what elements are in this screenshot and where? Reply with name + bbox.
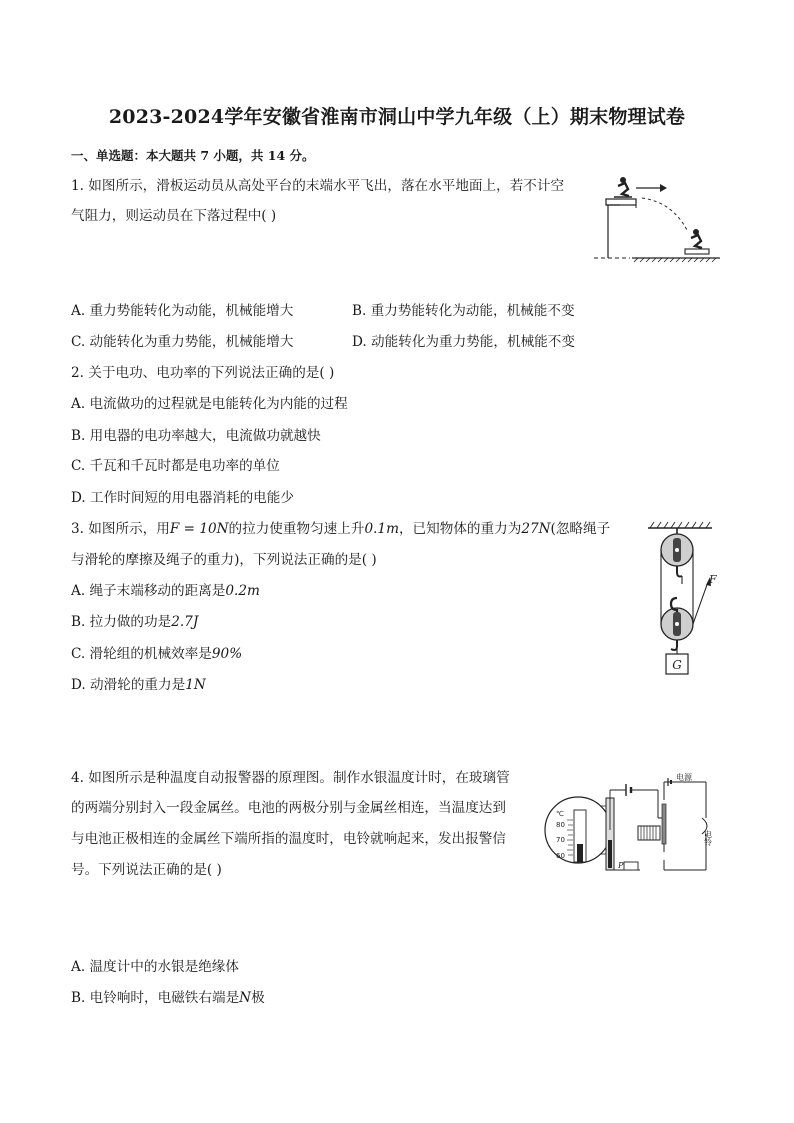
q3-stem-part-d: (忽略绳子: [550, 521, 611, 537]
q4-option-b-text: B. 电铃响时，电磁铁右端是: [71, 990, 240, 1006]
q4-p-label: P: [618, 861, 624, 870]
q3-option-d: [71, 675, 206, 695]
q3-option-c: [71, 644, 242, 664]
q3-pulley-figure: [640, 518, 726, 680]
q1-stem-line1: 1. 如图所示，滑板运动员从高处平台的末端水平飞出，落在水平地面上，若不计空: [71, 178, 565, 194]
q3-stem-part-c: ，已知物体的重力为: [398, 521, 522, 537]
q2-option-a: A. 电流做功的过程就是电能转化为内能的过程: [71, 396, 348, 412]
q3-option-c-text: C. 滑轮组的机械效率是: [71, 646, 212, 662]
q3-option-a-value: 0.2m: [225, 583, 260, 599]
q1-skateboarder-figure: [592, 172, 724, 268]
q4-power-label: 电源: [676, 773, 692, 782]
q3-weight-label: G: [672, 658, 682, 672]
q3-stem-line2: 与滑轮的摩擦及绳子的重力)，下列说法正确的是( ): [71, 552, 377, 568]
q3-stem-line1: [71, 519, 610, 539]
q3-force-value: F = 10N: [169, 521, 229, 537]
q3-option-b-text: B. 拉力做的功是: [71, 614, 172, 630]
q4-stem-line3: 与电池正极相连的金属丝下端所指的温度时，电铃就响起来，发出报警信: [71, 831, 506, 847]
q1-option-a: A. 重力势能转化为动能，机械能增大: [71, 303, 294, 319]
q3-option-b: [71, 612, 198, 632]
q1-stem-line2: 气阻力，则运动员在下落过程中( ): [71, 208, 277, 224]
q4-stem-line1: 4. 如图所示是种温度自动报警器的原理图。制作水银温度计时，在玻璃管: [71, 770, 510, 786]
q4-tick-80: 80: [556, 821, 565, 829]
q4-celsius-label: ℃: [556, 810, 564, 818]
q3-option-d-text: D. 动滑轮的重力是: [71, 677, 186, 693]
q1-option-d: D. 动能转化为重力势能，机械能不变: [352, 334, 575, 350]
q1-option-c: C. 动能转化为重力势能，机械能增大: [71, 334, 294, 350]
q2-option-d: D. 工作时间短的用电器消耗的电能少: [71, 490, 294, 506]
q2-stem: 2. 关于电功、电功率的下列说法正确的是( ): [71, 365, 335, 381]
q2-option-b: B. 用电器的电功率越大，电流做功就越快: [71, 428, 321, 444]
q3-option-a: [71, 581, 260, 601]
q2-option-c: C. 千瓦和千瓦时都是电功率的单位: [71, 458, 280, 474]
section-heading: 一、单选题：本大题共 7 小题，共 14 分。: [71, 148, 315, 163]
q4-option-a: A. 温度计中的水银是绝缘体: [71, 959, 239, 975]
q1-option-b: B. 重力势能转化为动能，机械能不变: [352, 303, 575, 319]
q4-alarm-circuit-figure: [540, 770, 720, 880]
q4-option-b-tail: 极: [251, 990, 265, 1006]
q4-tick-60: 60: [556, 852, 565, 860]
q3-weight-value: 27N: [521, 521, 551, 537]
q4-bell-label: 电铃: [703, 830, 713, 846]
q4-tick-70: 70: [556, 836, 565, 844]
q3-stem-part-a: 3. 如图所示，用: [71, 521, 170, 537]
q4-stem-line4: 号。下列说法正确的是( ): [71, 862, 222, 878]
page-title: 2023-2024学年安徽省淮南市洞山中学九年级（上）期末物理试卷: [108, 106, 686, 128]
q3-option-a-text: A. 绳子末端移动的距离是: [71, 583, 226, 599]
q3-option-d-value: 1N: [185, 677, 206, 693]
q4-option-b: [71, 988, 265, 1008]
q3-lift-distance: 0.1m: [364, 521, 399, 537]
q3-force-label: F: [709, 573, 717, 586]
q4-option-b-pole: N: [239, 990, 252, 1006]
q4-stem-line2: 的两端分别封入一段金属丝。电池的两极分别与金属丝相连，当温度达到: [71, 800, 506, 816]
q3-option-b-value: 2.7J: [171, 614, 199, 630]
q3-stem-part-b: 的拉力使重物匀速上升: [228, 521, 365, 537]
q3-option-c-value: 90%: [211, 646, 243, 662]
